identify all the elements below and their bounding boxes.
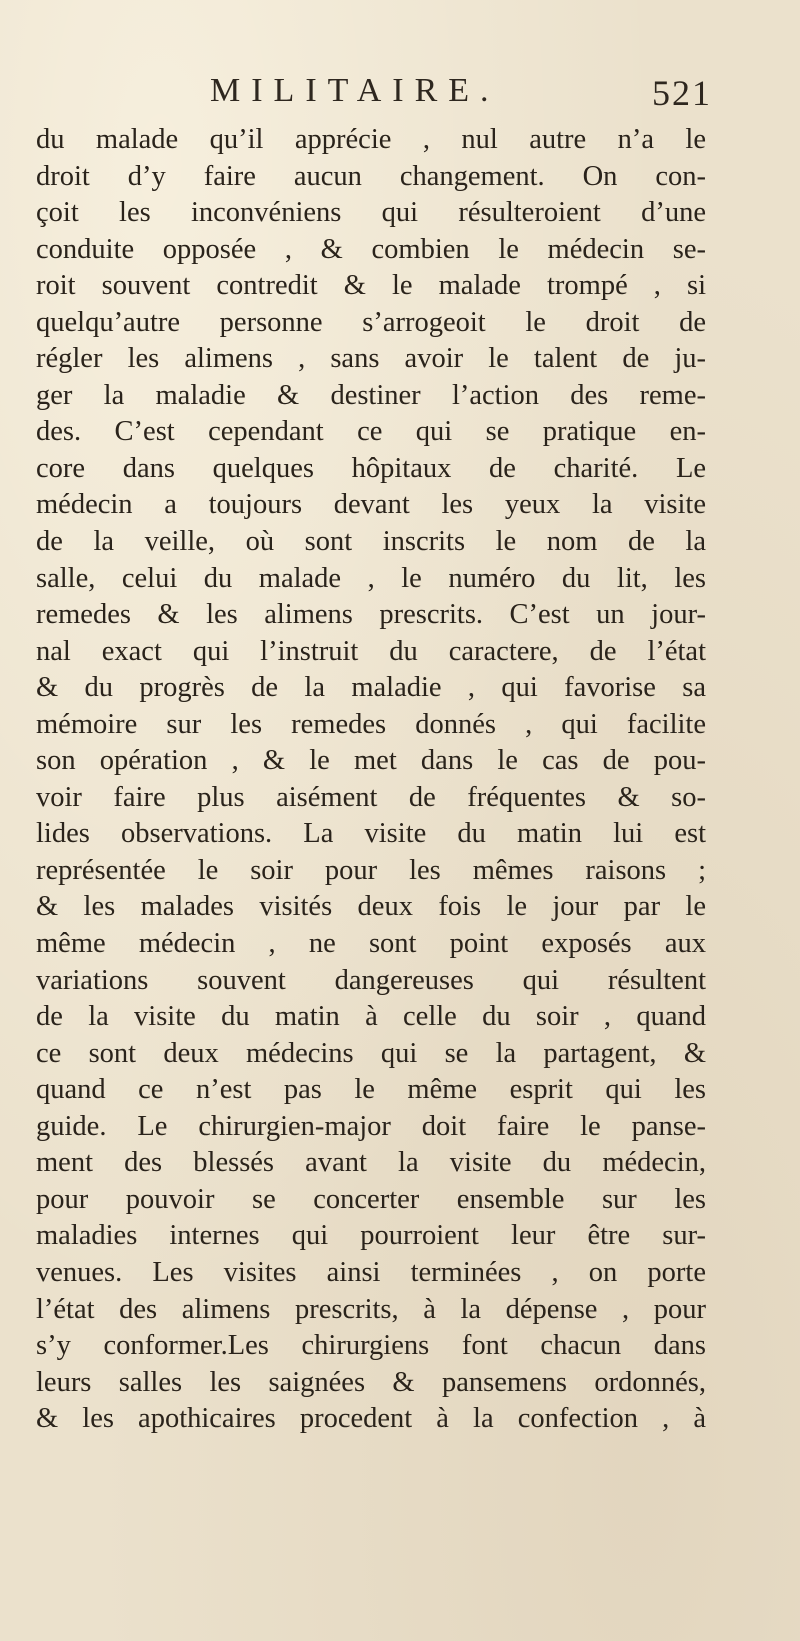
text-line: médecin a toujours devant les yeux la visite (36, 489, 706, 521)
text-line: leurs salles les saignées & pansemens ordonnés, (36, 1366, 706, 1398)
text-line: quand ce n’est pas le même esprit qui les (36, 1074, 706, 1106)
page-number: 521 (652, 73, 712, 113)
text-line: venues. Les visites ainsi terminées , on porte (36, 1256, 706, 1288)
text-line: ger la maladie & destiner l’action des reme- (36, 379, 706, 411)
text-line: salle, celui du malade , le numéro du lit, les (36, 562, 706, 594)
text-line: conduite opposée , & combien le médecin se- (36, 233, 706, 265)
text-line: nal exact qui l’instruit du caractere, de l’état (36, 635, 706, 667)
text-line: des. C’est cependant ce qui se pratique en- (36, 416, 706, 448)
text-line: çoit les inconvéniens qui résulteroient d’une (36, 197, 706, 229)
text-line: lides observations. La visite du matin lui est (36, 818, 706, 850)
text-line: régler les alimens , sans avoir le talent de ju- (36, 343, 706, 375)
text-line: voir faire plus aisément de fréquentes & so- (36, 781, 706, 813)
text-line: core dans quelques hôpitaux de charité. Le (36, 452, 706, 484)
text-line: maladies internes qui pourroient leur être sur- (36, 1220, 706, 1252)
text-line: droit d’y faire aucun changement. On con- (36, 160, 706, 192)
text-line: variations souvent dangereuses qui résultent (36, 964, 706, 996)
text-line: du malade qu’il apprécie , nul autre n’a le (36, 124, 706, 155)
text-line: & du progrès de la maladie , qui favorise sa (36, 672, 706, 704)
text-line: mémoire sur les remedes donnés , qui facilite (36, 708, 706, 740)
text-line: l’état des alimens prescrits, à la dépense , pour (36, 1293, 706, 1325)
text-line: ment des blessés avant la visite du médecin, (36, 1147, 706, 1179)
text-line: représentée le soir pour les mêmes raisons ; (36, 854, 706, 886)
text-line: de la visite du matin à celle du soir , quand (36, 1001, 706, 1033)
text-line: même médecin , ne sont point exposés aux (36, 928, 706, 960)
text-line: roit souvent contredit & le malade trompé , si (36, 270, 706, 302)
text-line: son opération , & le met dans le cas de pou- (36, 745, 706, 777)
text-line: & les apothicaires procedent à la confection , à (36, 1403, 706, 1435)
text-line: remedes & les alimens prescrits. C’est un jour- (36, 599, 706, 631)
text-line: & les malades visités deux fois le jour par le (36, 891, 706, 923)
body-text (36, 122, 706, 1438)
page-header (0, 72, 800, 116)
text-line: de la veille, où sont inscrits le nom de la (36, 526, 706, 558)
running-head: MILITAIRE. (210, 72, 500, 109)
text-line: ce sont deux médecins qui se la partagent, & (36, 1037, 706, 1069)
text-line: quelqu’autre personne s’arrogeoit le droit de (36, 306, 706, 338)
text-line: s’y conformer.Les chirurgiens font chacun dans (36, 1330, 706, 1362)
text-line: guide. Le chirurgien-major doit faire le panse- (36, 1110, 706, 1142)
text-line: pour pouvoir se concerter ensemble sur les (36, 1183, 706, 1215)
